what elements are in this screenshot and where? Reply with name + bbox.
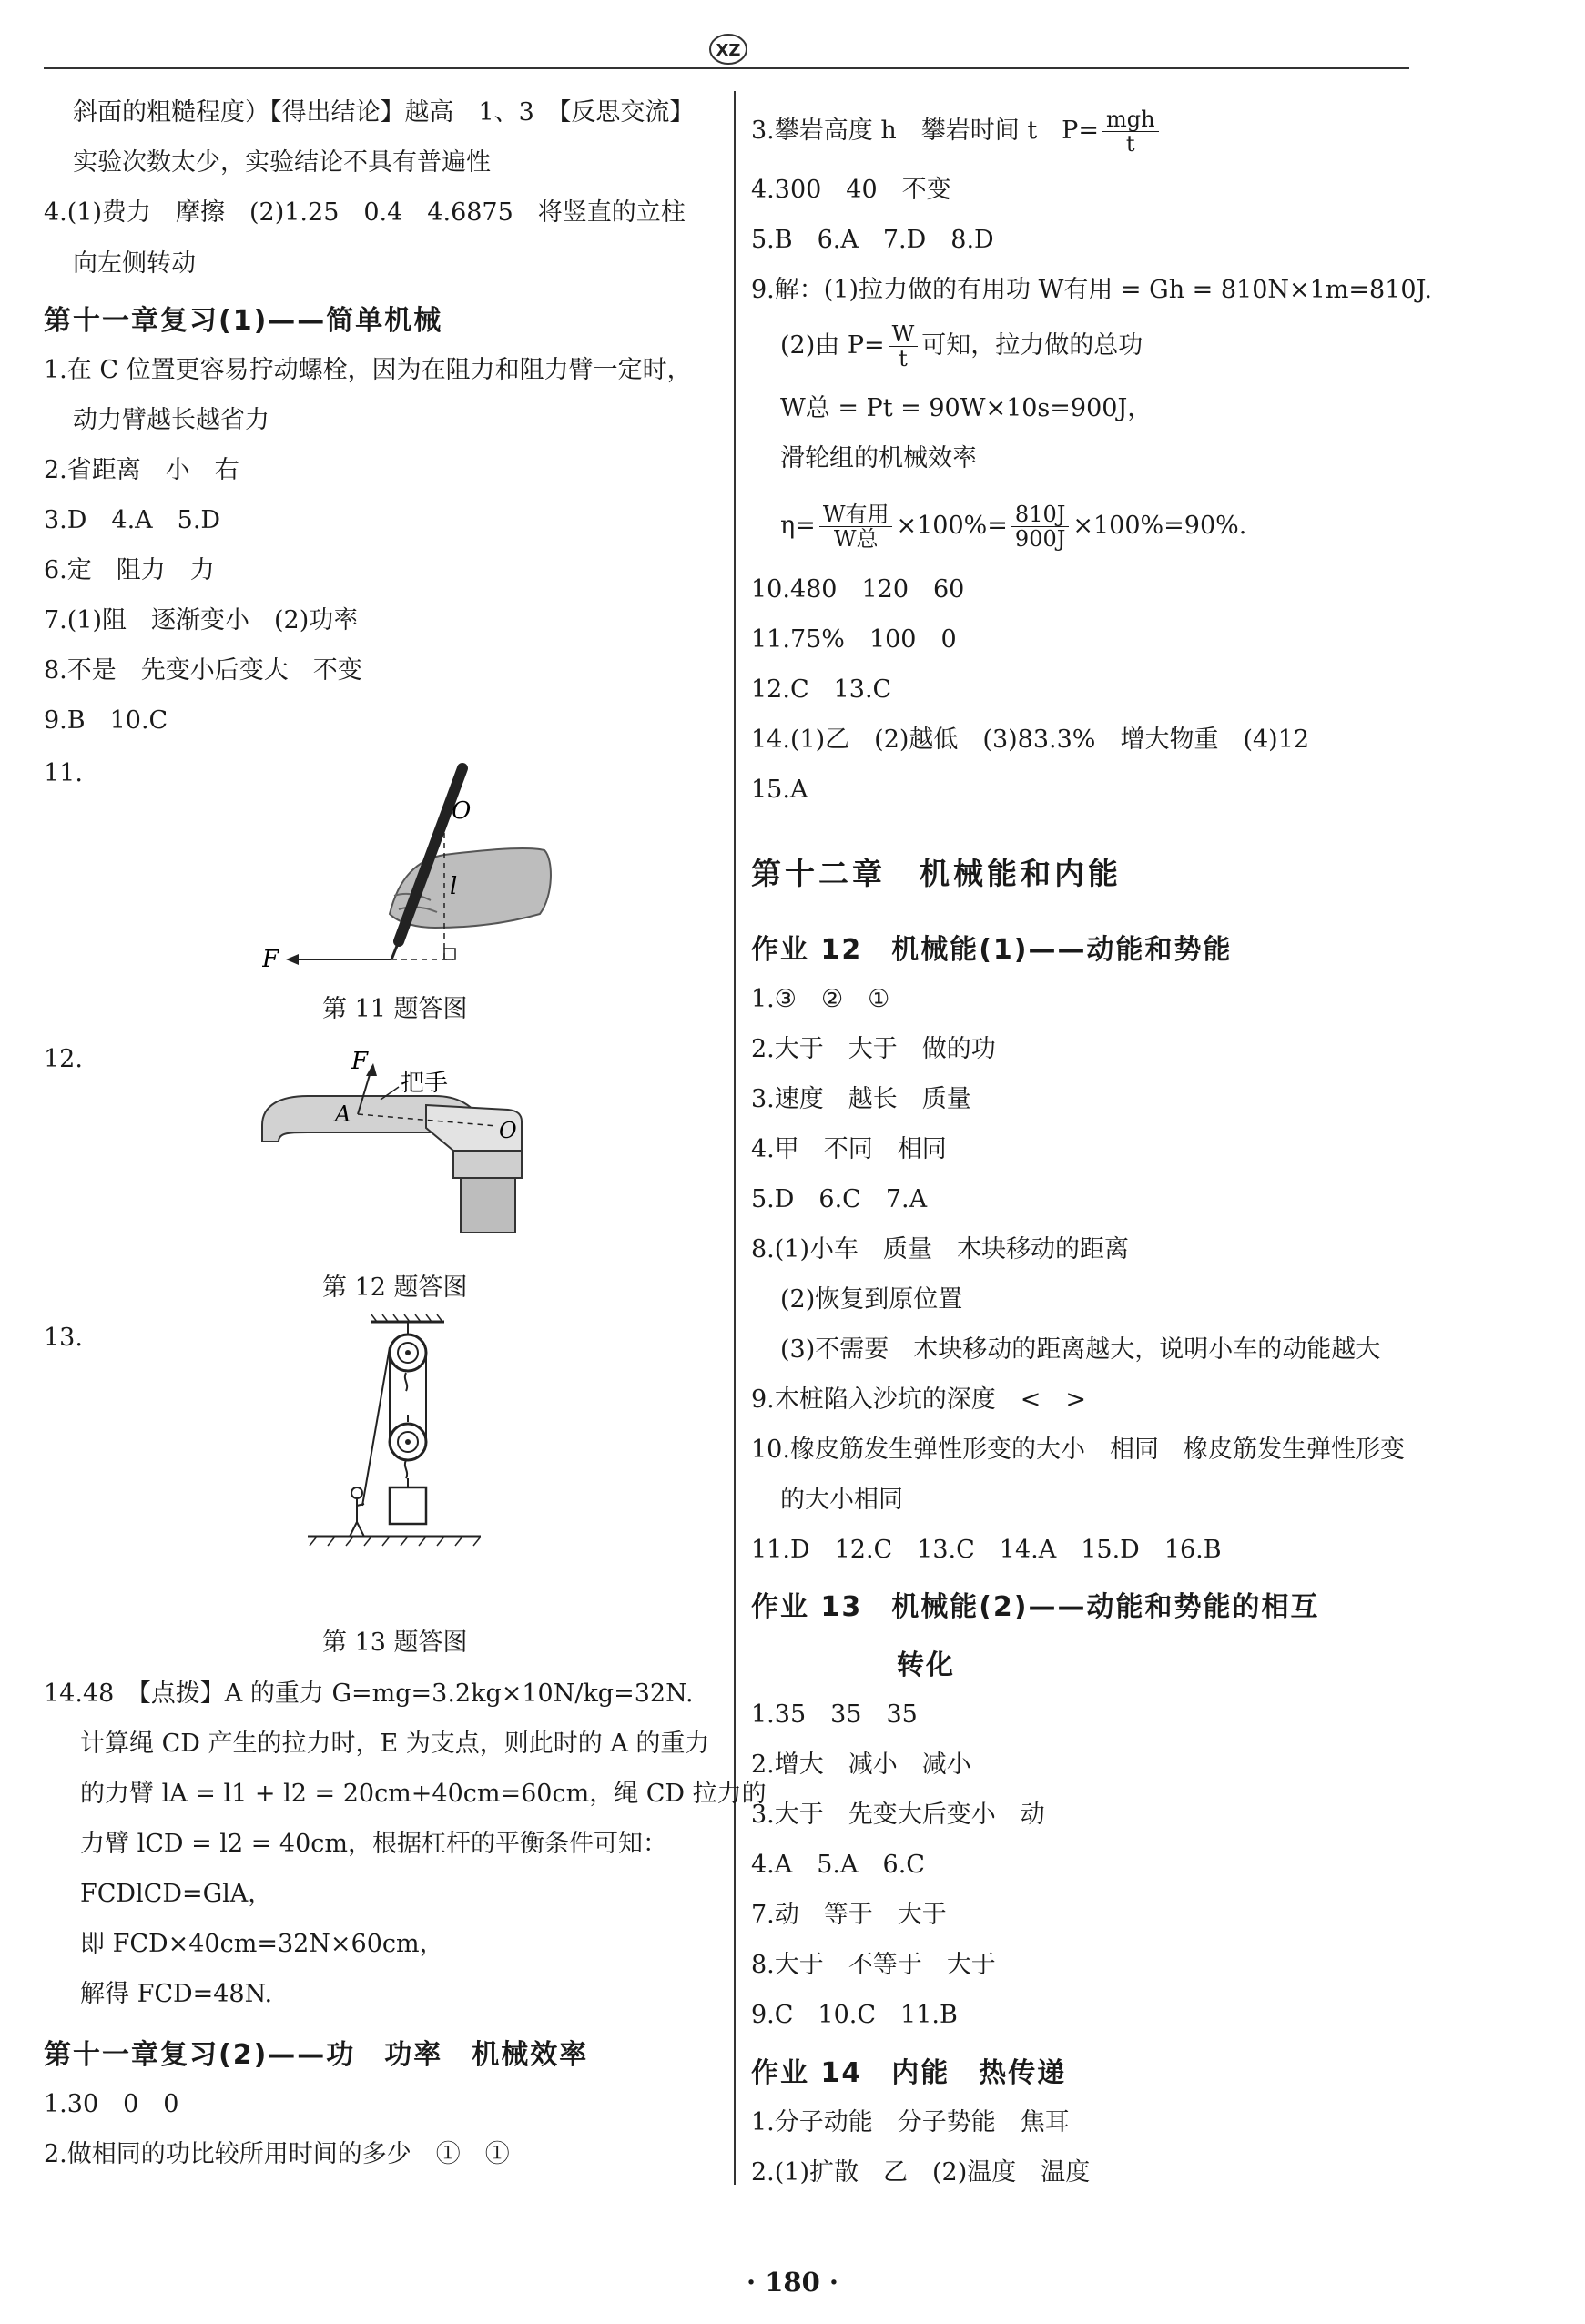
faucet-lever-figure xyxy=(244,1041,572,1233)
answer-line: 2.增大 减小 减小 xyxy=(751,1751,971,1779)
answer-line: 1.③ ② ① xyxy=(751,985,890,1013)
answer-line: 14.48 【点拨】A 的重力 G=mg=3.2kg×10N/kg=32N. xyxy=(44,1680,694,1708)
chapter-heading: 第十二章 机械能和内能 xyxy=(751,856,1122,891)
logo-text: XZ xyxy=(716,41,741,60)
answer-line: 7.(1)阻 逐渐变小 (2)功率 xyxy=(44,606,359,634)
answer-line: 计算绳 CD 产生的拉力时，E 为支点，则此时的 A 的重力 xyxy=(80,1730,710,1758)
answer-line: 3.速度 越长 质量 xyxy=(751,1085,971,1113)
xz-logo-icon xyxy=(708,33,748,66)
section-heading: 作业 14 内能 热传递 xyxy=(751,2057,1067,2089)
section-heading: 作业 13 机械能(2)——动能和势能的相互 xyxy=(751,1591,1320,1623)
answer-line: 6.定 阻力 力 xyxy=(44,556,215,584)
answer-line: 1.分子动能 分子势能 焦耳 xyxy=(751,2108,1070,2136)
answer-line: 9.解：(1)拉力做的有用功 W有用 = Gh = 810N×1m=810J. xyxy=(751,276,1432,304)
page-number: · 180 · xyxy=(747,2267,838,2298)
answer-line: FCDlCD=GlA， xyxy=(80,1880,273,1908)
column-divider xyxy=(734,91,736,2185)
answer-line: 4.(1)费力 摩擦 (2)1.25 0.4 4.6875 将竖直的立柱 xyxy=(44,198,686,227)
formula-fraction: $\frac{\text{mgh}}{t}$ xyxy=(1102,107,1159,156)
answer-line: 7.动 等于 大于 xyxy=(751,1901,947,1929)
formula-fraction: $\frac{810J}{900J}$ xyxy=(1011,502,1069,551)
answer-line: 即 FCD×40cm=32N×60cm， xyxy=(80,1930,444,1958)
answer-line: W总 = Pt = 90W×10s=900J， xyxy=(780,394,1153,422)
answer-line: 实验次数太少，实验结论不具有普遍性 xyxy=(73,148,491,177)
answer-line: 5.B 6.A 7.D 8.D xyxy=(751,226,994,254)
answer-line: 的力臂 lA = l1 + l2 = 20cm+40cm=60cm，绳 CD 拉力的 xyxy=(80,1780,767,1808)
question-number: 13. xyxy=(44,1324,83,1352)
question-number: 11. xyxy=(44,759,83,787)
answer-line: 10.橡皮筋发生弹性形变的大小 相同 橡皮筋发生弹性形变 xyxy=(751,1436,1405,1464)
answer-line: (2)由 P= $\frac{W}{t}$ 可知，拉力做的总功 xyxy=(780,321,1143,371)
answer-line: 15.A xyxy=(751,776,808,804)
figure-caption: 第 12 题答图 xyxy=(322,1274,468,1302)
answer-line: 9.B 10.C xyxy=(44,706,168,735)
answer-line: 8.不是 先变小后变大 不变 xyxy=(44,656,362,685)
section-heading: 第十一章复习(2)——功 功率 机械效率 xyxy=(44,2039,589,2071)
answer-line: 3.大于 先变大后变小 动 xyxy=(751,1801,1045,1829)
answer-line: 3.攀岩高度 h 攀岩时间 t P= $\frac{\text{mgh}}{t}$ xyxy=(751,107,1163,156)
answer-line: 向左侧转动 xyxy=(73,249,196,278)
answer-line: 2.做相同的功比较所用时间的多少 ① ① xyxy=(44,2140,510,2168)
svg-text:A: A xyxy=(335,1101,351,1127)
answer-line: 14.(1)乙 (2)越低 (3)83.3% 增大物重 (4)12 xyxy=(751,726,1310,754)
section-heading: 转化 xyxy=(897,1649,955,1681)
answer-line: 3.D 4.A 5.D xyxy=(44,506,221,534)
answer-line: 1.在 C 位置更容易拧动螺栓，因为在阻力和阻力臂一定时， xyxy=(44,356,692,384)
answer-line: η= $\frac{\text{W有用}}{\text{W总}}$ ×100%= $\frac{810J}{900J}$ ×100%=90%. xyxy=(780,502,1247,552)
answer-line: 4.A 5.A 6.C xyxy=(751,1851,925,1879)
answer-line: 力臂 lCD = l2 = 40cm，根据杠杆的平衡条件可知： xyxy=(80,1830,667,1858)
formula-fraction: $\frac{W}{t}$ xyxy=(889,322,919,370)
answer-line: 1.30 0 0 xyxy=(44,2090,179,2118)
section-heading: 作业 12 机械能(1)——动能和势能 xyxy=(751,934,1233,966)
answer-line: (2)恢复到原位置 xyxy=(780,1285,963,1314)
pen-lever-figure xyxy=(262,759,572,969)
answer-line: 的大小相同 xyxy=(780,1486,903,1514)
answer-line: 8.大于 不等于 大于 xyxy=(751,1951,996,1979)
answer-line: 解得 FCD=48N. xyxy=(80,1980,273,2008)
answer-line: 4.甲 不同 相同 xyxy=(751,1135,947,1163)
answer-line: 2.(1)扩散 乙 (2)温度 温度 xyxy=(751,2158,1091,2187)
section-heading: 第十一章复习(1)——简单机械 xyxy=(44,305,443,337)
answer-line: 8.(1)小车 质量 木块移动的距离 xyxy=(751,1235,1130,1263)
figure-caption: 第 11 题答图 xyxy=(322,995,468,1023)
answer-line: 斜面的粗糙程度）【得出结论】越高 1、3 【反思交流】 xyxy=(73,98,695,127)
svg-text:O: O xyxy=(452,797,472,825)
figure-caption: 第 13 题答图 xyxy=(322,1629,468,1657)
svg-text:O: O xyxy=(499,1118,517,1143)
answer-line: 9.木桩陷入沙坑的深度 < > xyxy=(751,1385,1087,1414)
formula-fraction: $\frac{\text{W有用}}{\text{W总}}$ xyxy=(819,502,893,551)
answer-line: 动力臂越长越省力 xyxy=(73,406,269,434)
answer-line: 滑轮组的机械效率 xyxy=(780,444,977,472)
svg-text:F: F xyxy=(262,946,279,969)
svg-text:F: F xyxy=(351,1048,369,1075)
answer-line: 9.C 10.C 11.B xyxy=(751,2001,958,2029)
svg-text:l: l xyxy=(450,873,458,900)
answer-line: (3)不需要 木块移动的距离越大，说明小车的动能越大 xyxy=(780,1335,1381,1364)
answer-line: 2.大于 大于 做的功 xyxy=(751,1035,996,1063)
header-divider xyxy=(44,67,1409,69)
answer-line: 4.300 40 不变 xyxy=(751,176,951,204)
question-number: 12. xyxy=(44,1045,83,1073)
answer-line: 12.C 13.C xyxy=(751,675,892,704)
answer-line: 10.480 120 60 xyxy=(751,575,965,604)
pulley-system-figure xyxy=(299,1314,499,1551)
answer-line: 11.D 12.C 13.C 14.A 15.D 16.B xyxy=(751,1536,1222,1564)
answer-line: 11.75% 100 0 xyxy=(751,625,957,654)
answer-line: 2.省距离 小 右 xyxy=(44,456,239,484)
svg-text:把手: 把手 xyxy=(401,1070,449,1097)
answer-line: 1.35 35 35 xyxy=(751,1700,918,1729)
answer-line: 5.D 6.C 7.A xyxy=(751,1185,928,1213)
